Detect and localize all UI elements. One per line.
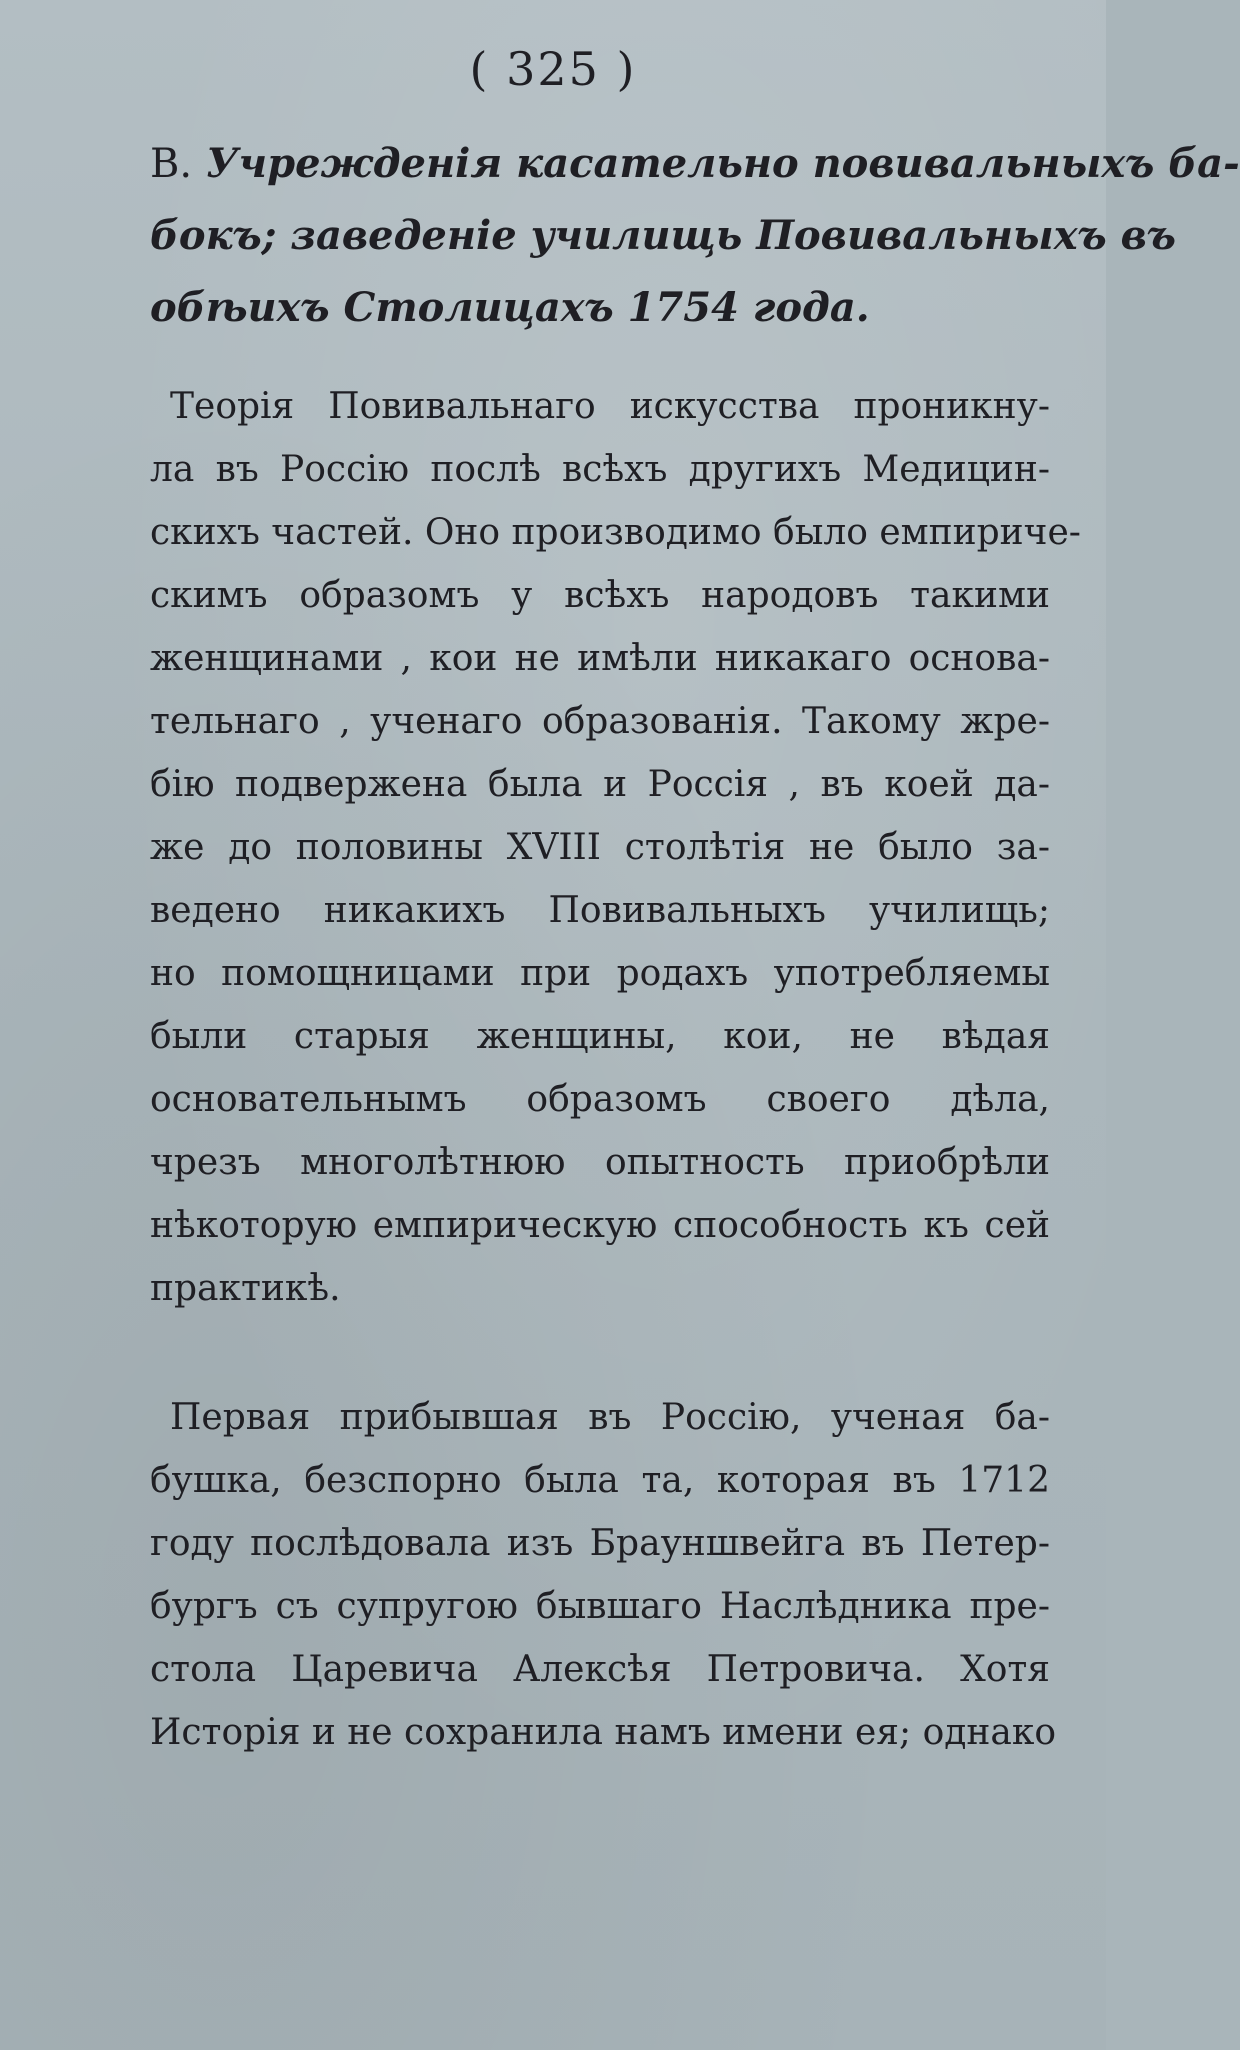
- text-line: Первая прибывшая въ Россію, ученая ба-: [170, 1397, 1050, 1438]
- heading-text: Учрежденія касательно повивальныхъ ба-: [206, 140, 1240, 187]
- paragraph-theory: [150, 375, 1081, 1320]
- text-line: бію подвержена была и Россія , въ коей да-: [150, 764, 1050, 805]
- text-line: Исторія и не сохранила намъ имени ея; однако: [150, 1712, 1057, 1753]
- section-letter: В.: [150, 141, 193, 187]
- text-line: основательнымъ образомъ своего дѣла,: [150, 1079, 1050, 1120]
- heading-line: [150, 128, 1240, 200]
- text-line: практикѣ.: [150, 1268, 341, 1309]
- text-line: бургъ съ супругою бывшаго Наслѣдника пре-: [150, 1586, 1050, 1627]
- text-line: году послѣдовала изъ Брауншвейга въ Петер-: [150, 1523, 1050, 1564]
- text-line: но помощницами при родахъ употребляемы: [150, 953, 1050, 994]
- text-line: скихъ частей. Оно производимо было емпириче-: [150, 512, 1081, 553]
- section-heading: [150, 128, 1240, 344]
- heading-line: обѣихъ Столицахъ 1754 года.: [150, 284, 870, 331]
- text-line: были старыя женщины, кои, не вѣдая: [150, 1016, 1050, 1057]
- text-line: Теорія Повивальнаго искусства проникну-: [170, 386, 1050, 427]
- text-line: бушка, безспорно была та, которая въ 1712: [150, 1460, 1050, 1501]
- page-number: ( 325 ): [469, 42, 637, 96]
- text-line: нѣкоторую емпирическую способность къ сей: [150, 1205, 1050, 1246]
- text-line: женщинами , кои не имѣли никакаго основа-: [150, 638, 1050, 679]
- text-line: тельнаго , ученаго образованія. Такому жре-: [150, 701, 1050, 742]
- text-line: же до половины XVIII столѣтія не было за-: [150, 827, 1050, 868]
- text-line: ведено никакихъ Повивальныхъ училищь;: [150, 890, 1050, 931]
- paragraph-first-midwife: [150, 1386, 1057, 1764]
- text-line: чрезъ многолѣтнюю опытность приобрѣли: [150, 1142, 1050, 1183]
- heading-line: бокъ; заведеніе училищь Повивальныхъ въ: [150, 212, 1176, 259]
- text-line: ла въ Россію послѣ всѣхъ другихъ Медицин-: [150, 449, 1050, 490]
- text-line: стола Царевича Алексѣя Петровича. Хотя: [150, 1649, 1050, 1690]
- text-line: скимъ образомъ у всѣхъ народовъ такими: [150, 575, 1050, 616]
